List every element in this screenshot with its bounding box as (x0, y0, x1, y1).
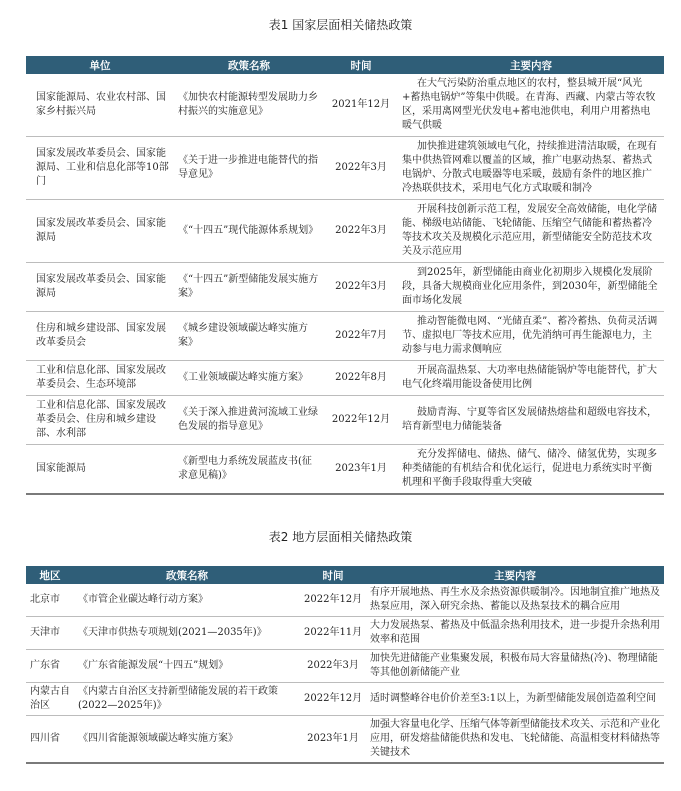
header-policy-name: 政策名称 (174, 56, 324, 74)
table-row (26, 584, 664, 617)
cell-unit: 国家发展改革委员会、国家能源局 (26, 200, 174, 263)
local-policy-table (26, 566, 664, 764)
cell-content: 到2025年，新型储能由商业化初期步入规模化发展阶段，具备大规模商业化应用条件，到2030年，新型储能全面市场化发展 (398, 263, 664, 312)
cell-time: 2022年8月 (324, 361, 398, 396)
cell-time: 2022年3月 (324, 263, 398, 312)
cell-region: 广东省 (26, 650, 74, 683)
cell-time: 2022年3月 (300, 650, 366, 683)
cell-content: 加强大容量电化学、压缩气体等新型储能技术攻关、示范和产业化应用，研发熔盐储能供热和发电、飞轮储能、高温相变材料储热等关键技术 (366, 716, 664, 764)
cell-content: 有序开展地热、再生水及余热资源供暖制冷。因地制宜推广地热及热泵应用，深入研究余热、蓄能以及热泵技术的耦合应用 (366, 584, 664, 617)
cell-unit: 住房和城乡建设部、国家发展改革委员会 (26, 312, 174, 361)
table-row (26, 650, 664, 683)
table1-caption: 表1 国家层面相关储热政策 (268, 18, 413, 32)
table-row (26, 683, 664, 716)
cell-time: 2022年3月 (324, 200, 398, 263)
cell-content: 开展高温热泵、大功率电热储能锅炉等电能替代，扩大电气化终端用能设备使用比例 (398, 361, 664, 396)
cell-region: 内蒙古自治区 (26, 683, 74, 716)
cell-policy: 《天津市供热专项规划(2021—2035年)》 (74, 617, 300, 650)
cell-policy: 《关于进一步推进电能替代的指导意见》 (174, 137, 324, 200)
header-policy-name: 政策名称 (74, 566, 300, 584)
table-row (26, 312, 664, 361)
header-main-content: 主要内容 (366, 566, 664, 584)
cell-content: 推动智能微电网、“光储直柔”、蓄冷蓄热、负荷灵活调节、虚拟电厂等技术应用，优先消纳可再生能源电力，主动参与电力需求侧响应 (398, 312, 664, 361)
cell-region: 北京市 (26, 584, 74, 617)
cell-policy: 《市管企业碳达峰行动方案》 (74, 584, 300, 617)
cell-content: 加快推进建筑领域电气化，持续推进清洁取暖，在现有集中供热管网难以覆盖的区域，推广电驱动热泵、蓄热式电锅炉、分散式电暖器等电采暖，鼓励有条件的地区推广冷热联供技术，采用电气化方式取暖和制冷 (398, 137, 664, 200)
cell-content: 鼓励青海、宁夏等省区发展储热熔盐和超级电容技术，培育新型电力储能装备 (398, 396, 664, 445)
cell-policy: 《“十四五”新型储能发展实施方案》 (174, 263, 324, 312)
table-row (26, 74, 664, 137)
cell-content: 适时调整峰谷电价价差至3:1以上，为新型储能发展创造盈利空间 (366, 683, 664, 716)
cell-time: 2022年7月 (324, 312, 398, 361)
table2-caption: 表2 地方层面相关储热政策 (268, 530, 413, 544)
cell-time: 2022年12月 (300, 584, 366, 617)
cell-content: 在大气污染防治重点地区的农村，整县城开展“风光+蓄热电锅炉”等集中供暖。在青海、西藏、内蒙古等农牧区，采用离网型光伏发电+蓄电池供电，利用户用蓄热电暖气供暖 (398, 74, 664, 137)
table-row (26, 263, 664, 312)
table-row (26, 361, 664, 396)
cell-time: 2021年12月 (324, 74, 398, 137)
table-row (26, 716, 664, 764)
cell-content: 开展科技创新示范工程，发展安全高效储能，电化学储能、梯级电站储能、飞轮储能、压缩空气储能和蓄热蓄冷等技术攻关及规模化示范应用，新型储能安全防范技术攻关及示范应用 (398, 200, 664, 263)
cell-time: 2022年11月 (300, 617, 366, 650)
cell-content: 大力发展热泵、蓄热及中低温余热利用技术，进一步提升余热利用效率和范围 (366, 617, 664, 650)
cell-unit: 国家发展改革委员会、国家能源局 (26, 263, 174, 312)
cell-unit: 国家能源局 (26, 445, 174, 495)
header-unit: 单位 (26, 56, 174, 74)
cell-time: 2022年12月 (324, 396, 398, 445)
cell-policy: 《关于深入推进黄河流域工业绿色发展的指导意见》 (174, 396, 324, 445)
table-row (26, 445, 664, 495)
cell-policy: 《广东省能源发展“十四五”规划》 (74, 650, 300, 683)
table-row (26, 200, 664, 263)
cell-policy: 《加快农村能源转型发展助力乡村振兴的实施意见》 (174, 74, 324, 137)
cell-policy: 《四川省能源领域碳达峰实施方案》 (74, 716, 300, 764)
cell-policy: 《“十四五”现代能源体系规划》 (174, 200, 324, 263)
cell-region: 四川省 (26, 716, 74, 764)
cell-time: 2023年1月 (324, 445, 398, 495)
table-row (26, 617, 664, 650)
cell-time: 2023年1月 (300, 716, 366, 764)
cell-policy: 《工业领域碳达峰实施方案》 (174, 361, 324, 396)
cell-time: 2022年12月 (300, 683, 366, 716)
table-header-row (26, 566, 664, 584)
cell-time: 2022年3月 (324, 137, 398, 200)
cell-policy: 《城乡建设领域碳达峰实施方案》 (174, 312, 324, 361)
table-row (26, 137, 664, 200)
header-time: 时间 (300, 566, 366, 584)
cell-content: 加快先进储能产业集聚发展，积极布局大容量储热(冷)、物理储能等其他创新储能产业 (366, 650, 664, 683)
cell-unit: 工业和信息化部、国家发展改革委员会、住房和城乡建设部、水利部 (26, 396, 174, 445)
header-region: 地区 (26, 566, 74, 584)
header-time: 时间 (324, 56, 398, 74)
cell-unit: 工业和信息化部、国家发展改革委员会、生态环境部 (26, 361, 174, 396)
table-header-row (26, 56, 664, 74)
cell-region: 天津市 (26, 617, 74, 650)
cell-policy: 《新型电力系统发展蓝皮书(征求意见稿)》 (174, 445, 324, 495)
cell-content: 充分发挥储电、储热、储气、储冷、储氢优势，实现多种类储能的有机结合和优化运行，促进电力系统实时平衡机理和平衡手段取得重大突破 (398, 445, 664, 495)
national-policy-table (26, 56, 664, 495)
cell-policy: 《内蒙古自治区支持新型储能发展的若干政策(2022—2025年)》 (74, 683, 300, 716)
cell-unit: 国家发展改革委员会、国家能源局、工业和信息化部等10部门 (26, 137, 174, 200)
cell-unit: 国家能源局、农业农村部、国家乡村振兴局 (26, 74, 174, 137)
header-main-content: 主要内容 (398, 56, 664, 74)
table-row (26, 396, 664, 445)
